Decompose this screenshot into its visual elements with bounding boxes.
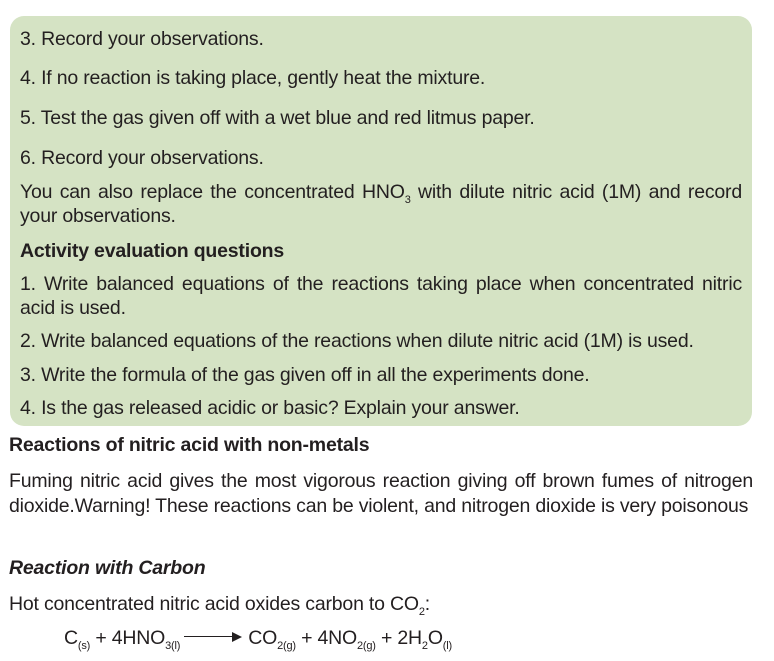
section-paragraph: Fuming nitric acid gives the most vigorous reaction giving off brown fumes of nitrogen dioxide.Warning! These reactions can be violent, and nitrogen dioxide is very poisonous — [9, 470, 753, 517]
section-heading: Reactions of nitric acid with non-metals — [9, 434, 370, 456]
evaluation-heading: Activity evaluation questions — [20, 240, 285, 262]
carbon-intro: Hot concentrated nitric acid oxides carbon to $CO_2$: — [9, 593, 431, 618]
step-5: 5. Test the gas given off with a wet blue and red litmus paper. — [20, 107, 535, 129]
carbon-equation: $C_{(s)} + 4HNO_{3(l)}$ $CO_{2(g)} + 4NO_{2(g)} + 2H_2O_{(l)}$ — [64, 627, 452, 652]
step-4: 4. If no reaction is taking place, gently heat the mixture. — [20, 67, 486, 89]
question-4: 4. Is the gas released acidic or basic? Explain your answer. — [20, 397, 520, 419]
question-1: 1. Write balanced equations of the reactions taking place when concentrated nitric acid is used. — [20, 273, 742, 319]
step-6: 6. Record your observations. — [20, 147, 264, 169]
subheading-carbon: Reaction with Carbon — [9, 557, 206, 579]
step-3: 3. Record your observations. — [20, 28, 264, 50]
replace-note: You can also replace the concentrated $HNO_3$ with dilute nitric acid (1M) and record your observations. — [20, 181, 742, 227]
question-2: 2. Write balanced equations of the reactions when dilute nitric acid (1M) is used. — [20, 330, 694, 352]
question-3: 3. Write the formula of the gas given off in all the experiments done. — [20, 364, 590, 386]
reaction-arrow-icon — [184, 626, 242, 646]
